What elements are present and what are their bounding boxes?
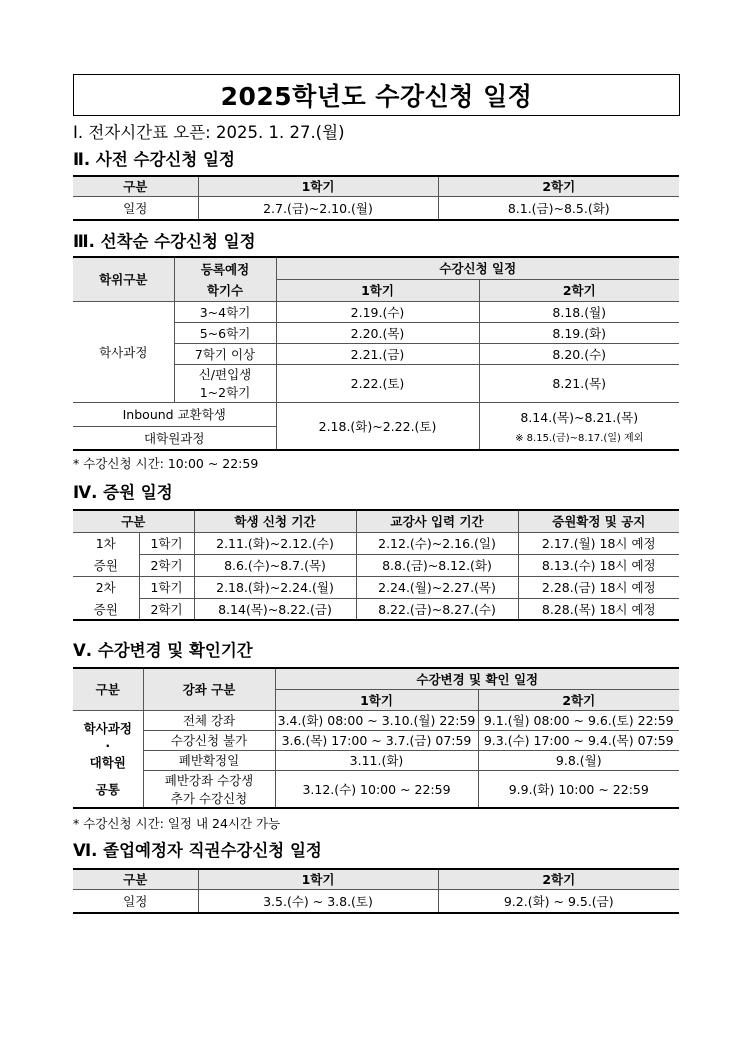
shared-term2-note: ※ 8.15.(금)~8.17.(일) 제외 (515, 432, 644, 444)
section-1-heading: Ⅰ. 전자시간표 오픈: 2025. 1. 27.(월) (73, 123, 345, 142)
term2-date: 8.18.(월) (479, 301, 679, 322)
header-term2: 2학기 (479, 279, 679, 301)
instructor-period: 2.24.(월)~2.27.(목) (356, 576, 518, 598)
round-label: 증원 (73, 598, 139, 620)
shared-term1-date: 2.18.(화)~2.22.(토) (276, 402, 479, 450)
header-student-period: 학생 신청 기간 (194, 510, 356, 532)
term2-date: 8.1.(금)~8.5.(화) (438, 196, 679, 220)
confirmation-date: 2.17.(월) 18시 예정 (518, 532, 679, 554)
confirmation-date: 2.28.(금) 18시 예정 (518, 576, 679, 598)
header-schedule: 수강신청 일정 (276, 257, 679, 279)
term1-date: 2.19.(수) (276, 301, 479, 322)
term1-period: 3.4.(화) 08:00 ~ 3.10.(월) 22:59 (275, 710, 478, 730)
term1-date: 3.5.(수) ~ 3.8.(토) (198, 889, 438, 913)
term2-period: 9.8.(월) (478, 750, 679, 770)
group-label-dot: · (105, 737, 111, 753)
table-row (73, 598, 679, 620)
header-division: 구분 (73, 176, 198, 196)
table-row (73, 554, 679, 576)
term-cell: 1학기 (139, 532, 194, 554)
section-2-heading: Ⅱ. 사전 수강신청 일정 (73, 150, 235, 169)
term-cell: 2학기 (139, 598, 194, 620)
student-period: 8.6.(수)~8.7.(목) (194, 554, 356, 576)
header-term1: 1학기 (275, 689, 478, 710)
semester-cell: 7학기 이상 (174, 343, 276, 364)
section-4-heading: Ⅳ. 증원 일정 (73, 483, 173, 502)
document-title: 2025학년도 수강신청 일정 (73, 74, 680, 116)
header-term2: 2학기 (438, 176, 679, 196)
course-type: 폐반확정일 (143, 750, 275, 770)
term1-period: 3.11.(화) (275, 750, 478, 770)
shared-term2-cell (479, 402, 679, 450)
section-5-heading: Ⅴ. 수강변경 및 확인기간 (73, 641, 253, 660)
confirmation-date: 8.13.(수) 18시 예정 (518, 554, 679, 576)
term1-date: 2.7.(금)~2.10.(월) (198, 196, 438, 220)
course-type: 전체 강좌 (143, 710, 275, 730)
term2-date: 9.2.(화) ~ 9.5.(금) (438, 889, 679, 913)
course-change-table (73, 667, 679, 809)
inbound-label: Inbound 교환학생 (73, 402, 276, 426)
table-row (73, 770, 679, 808)
header-term1: 1학기 (198, 869, 438, 889)
table-row (73, 889, 679, 913)
term2-date: 8.19.(화) (479, 322, 679, 343)
section-5-note: * 수강신청 시간: 일정 내 24시간 가능 (73, 816, 281, 831)
shared-term2-date: 8.14.(목)~8.21.(목) (520, 409, 639, 425)
document-page (73, 74, 680, 914)
semester-cell: 3~4학기 (174, 301, 276, 322)
header-instructor-period: 교강사 입력 기간 (356, 510, 518, 532)
course-type-top: 폐반강좌 수강생 (164, 772, 254, 788)
term2-period: 9.9.(화) 10:00 ~ 22:59 (478, 770, 679, 808)
header-semester-bottom: 학기수 (174, 279, 276, 301)
table-row (73, 576, 679, 598)
header-semester-top: 등록예정 (174, 257, 276, 279)
course-type (143, 770, 275, 808)
round-label: 1차 (73, 532, 139, 554)
header-confirmation: 증원확정 및 공지 (518, 510, 679, 532)
term-cell: 2학기 (139, 554, 194, 576)
section-6-heading: Ⅵ. 졸업예정자 직권수강신청 일정 (73, 841, 322, 860)
round-label: 2차 (73, 576, 139, 598)
semester-top: 신/편입생 (198, 367, 252, 382)
header-division: 구분 (73, 510, 194, 532)
term2-period: 9.1.(월) 08:00 ~ 9.6.(토) 22:59 (478, 710, 679, 730)
table-row (73, 730, 679, 750)
header-division: 구분 (73, 668, 143, 710)
group-label-grad: 대학원 (89, 754, 126, 770)
term1-date: 2.22.(토) (276, 364, 479, 402)
term2-date: 8.20.(수) (479, 343, 679, 364)
instructor-period: 8.22.(금)~8.27.(수) (356, 598, 518, 620)
confirmation-date: 8.28.(목) 18시 예정 (518, 598, 679, 620)
undergrad-label: 학사과정 (73, 301, 174, 402)
header-division: 구분 (73, 869, 198, 889)
table-row (73, 196, 679, 220)
row-label: 일정 (73, 196, 198, 220)
header-degree: 학위구분 (73, 257, 174, 301)
table-row (73, 532, 679, 554)
group-label (73, 710, 143, 808)
first-come-registration-table (73, 256, 679, 451)
semester-cell: 5~6학기 (174, 322, 276, 343)
header-term1: 1학기 (198, 176, 438, 196)
table-row (73, 750, 679, 770)
header-course-type: 강좌 구분 (143, 668, 275, 710)
grad-label: 대학원과정 (73, 426, 276, 450)
group-label-common: 공통 (95, 781, 120, 797)
instructor-period: 8.8.(금)~8.12.(화) (356, 554, 518, 576)
term1-date: 2.21.(금) (276, 343, 479, 364)
term1-period: 3.12.(수) 10:00 ~ 22:59 (275, 770, 478, 808)
graduate-registration-table (73, 868, 679, 914)
section-3-heading: Ⅲ. 선착순 수강신청 일정 (73, 232, 256, 251)
term-cell: 1학기 (139, 576, 194, 598)
quota-increase-table (73, 509, 679, 621)
semester-bottom: 1~2학기 (199, 385, 251, 400)
row-label: 일정 (73, 889, 198, 913)
instructor-period: 2.12.(수)~2.16.(일) (356, 532, 518, 554)
header-schedule: 수강변경 및 확인 일정 (275, 668, 679, 689)
header-term1: 1학기 (276, 279, 479, 301)
table-row (73, 301, 679, 322)
term2-period: 9.3.(수) 17:00 ~ 9.4.(목) 07:59 (478, 730, 679, 750)
student-period: 8.14(목)~8.22.(금) (194, 598, 356, 620)
header-term2: 2학기 (438, 869, 679, 889)
group-label-undergrad: 학사과정 (83, 720, 132, 736)
round-label: 증원 (73, 554, 139, 576)
term1-date: 2.20.(목) (276, 322, 479, 343)
student-period: 2.18.(화)~2.24.(월) (194, 576, 356, 598)
term1-period: 3.6.(목) 17:00 ~ 3.7.(금) 07:59 (275, 730, 478, 750)
course-type-bottom: 추가 수강신청 (170, 790, 248, 806)
term2-date: 8.21.(목) (479, 364, 679, 402)
course-type: 수강신청 불가 (143, 730, 275, 750)
pre-registration-table (73, 175, 679, 221)
section-3-note: * 수강신청 시간: 10:00 ~ 22:59 (73, 456, 259, 471)
table-row (73, 402, 679, 426)
semester-cell (174, 364, 276, 402)
student-period: 2.11.(화)~2.12.(수) (194, 532, 356, 554)
table-row (73, 710, 679, 730)
header-term2: 2학기 (478, 689, 679, 710)
